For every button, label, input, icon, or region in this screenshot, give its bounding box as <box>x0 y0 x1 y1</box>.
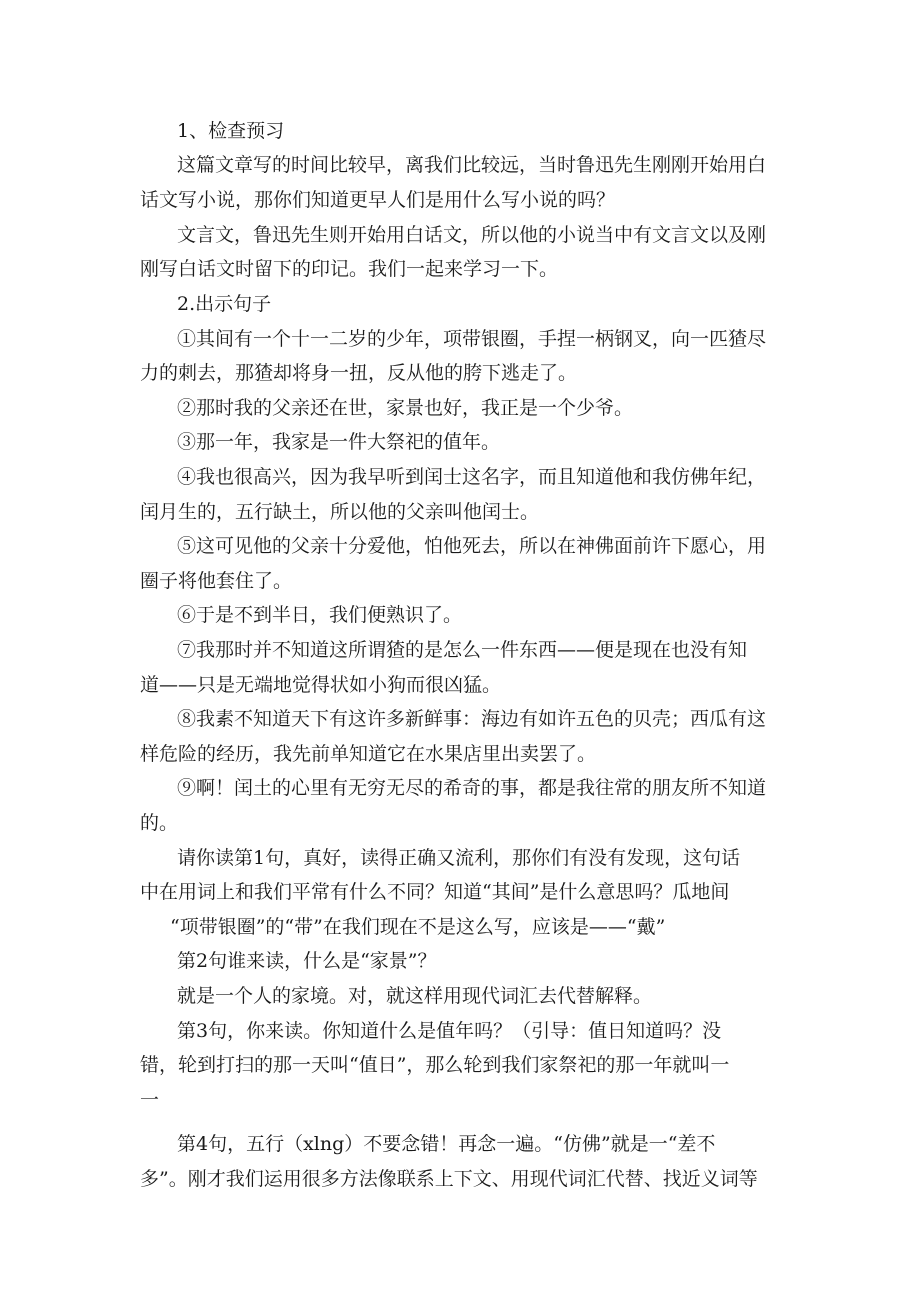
text-line: 第4句，五行（xlng）不要念错！再念一遍。“仿佛”就是一“差不 <box>177 1133 716 1155</box>
text-line: 闰月生的，五行缺土，所以他的父亲叫他闰士。 <box>140 501 540 523</box>
text-line: 刚写白话文时留下的印记。我们一起来学习一下。 <box>140 258 559 280</box>
text-line: 就是一个人的家境。对，就这样用现代词汇去代替解释。 <box>177 985 653 1007</box>
text-line: 话文写小说，那你们知道更早人们是用什么写小说的吗？ <box>140 189 616 211</box>
text-line: 力的刺去，那猹却将身一扭，反从他的胯下逃走了。 <box>140 362 578 384</box>
text-line: 样危险的经历，我先前单知道它在水果店里出卖罢了。 <box>140 743 597 765</box>
text-line: 1、检查预习 <box>177 120 285 142</box>
text-line: ⑧我素不知道天下有这许多新鲜事：海边有如许五色的贝壳；西瓜有这 <box>177 708 767 730</box>
text-line: 第3句，你来读。你知道什么是值年吗？（引导：值日知道吗？没 <box>177 1020 722 1042</box>
text-line: 多”。刚才我们运用很多方法像联系上下文、用现代词汇代替、找近义词等 <box>140 1168 758 1190</box>
text-line: 中在用词上和我们平常有什么不同？知道“其间”是什么意思吗？瓜地间 <box>140 881 730 903</box>
text-line: 道——只是无端地觉得状如小狗而很凶猛。 <box>140 674 502 696</box>
text-line: ⑥于是不到半日，我们便熟识了。 <box>177 604 463 626</box>
text-line: 2.出示句子 <box>177 293 272 315</box>
text-line: 一 <box>140 1089 160 1111</box>
text-line: 这篇文章写的时间比较早，离我们比较远，当时鲁迅先生刚刚开始用白 <box>177 154 767 176</box>
text-line: “项带银圈”的“带”在我们现在不是这么写，应该是——“戴” <box>170 916 666 938</box>
text-line: 的。 <box>140 812 179 834</box>
text-line: ⑤这可见他的父亲十分爱他，怕他死去，所以在神佛面前许下愿心，用 <box>177 535 767 557</box>
text-line: 请你读第1句，真好，读得正确又流利，那你们有没有发现，这句话 <box>177 847 741 869</box>
text-line: 圈子将他套住了。 <box>140 570 293 592</box>
text-line: 文言文，鲁迅先生则开始用白话文，所以他的小说当中有文言文以及刚 <box>177 224 767 246</box>
text-line: ①其间有一个十一二岁的少年，项带银圈，手捏一柄钢叉，向一匹猹尽 <box>177 328 767 350</box>
text-line: 第2句谁来读，什么是“家景”？ <box>177 950 437 972</box>
text-line: ⑦我那时并不知道这所谓猹的是怎么一件东西——便是现在也没有知 <box>177 639 748 661</box>
text-line: ④我也很高兴，因为我早听到闰士这名字，而且知道他和我仿佛年纪， <box>177 466 767 488</box>
text-line: 错，轮到打扫的那一天叫“值日”，那么轮到我们家祭祀的那一年就叫一 <box>140 1054 730 1076</box>
text-line: ②那时我的父亲还在世，家景也好，我正是一个少爷。 <box>177 397 634 419</box>
text-line: ⑨啊！闰土的心里有无穷无尽的希奇的事，都是我往常的朋友所不知道 <box>177 777 767 799</box>
text-line: ③那一年，我家是一件大祭祀的值年。 <box>177 431 501 453</box>
